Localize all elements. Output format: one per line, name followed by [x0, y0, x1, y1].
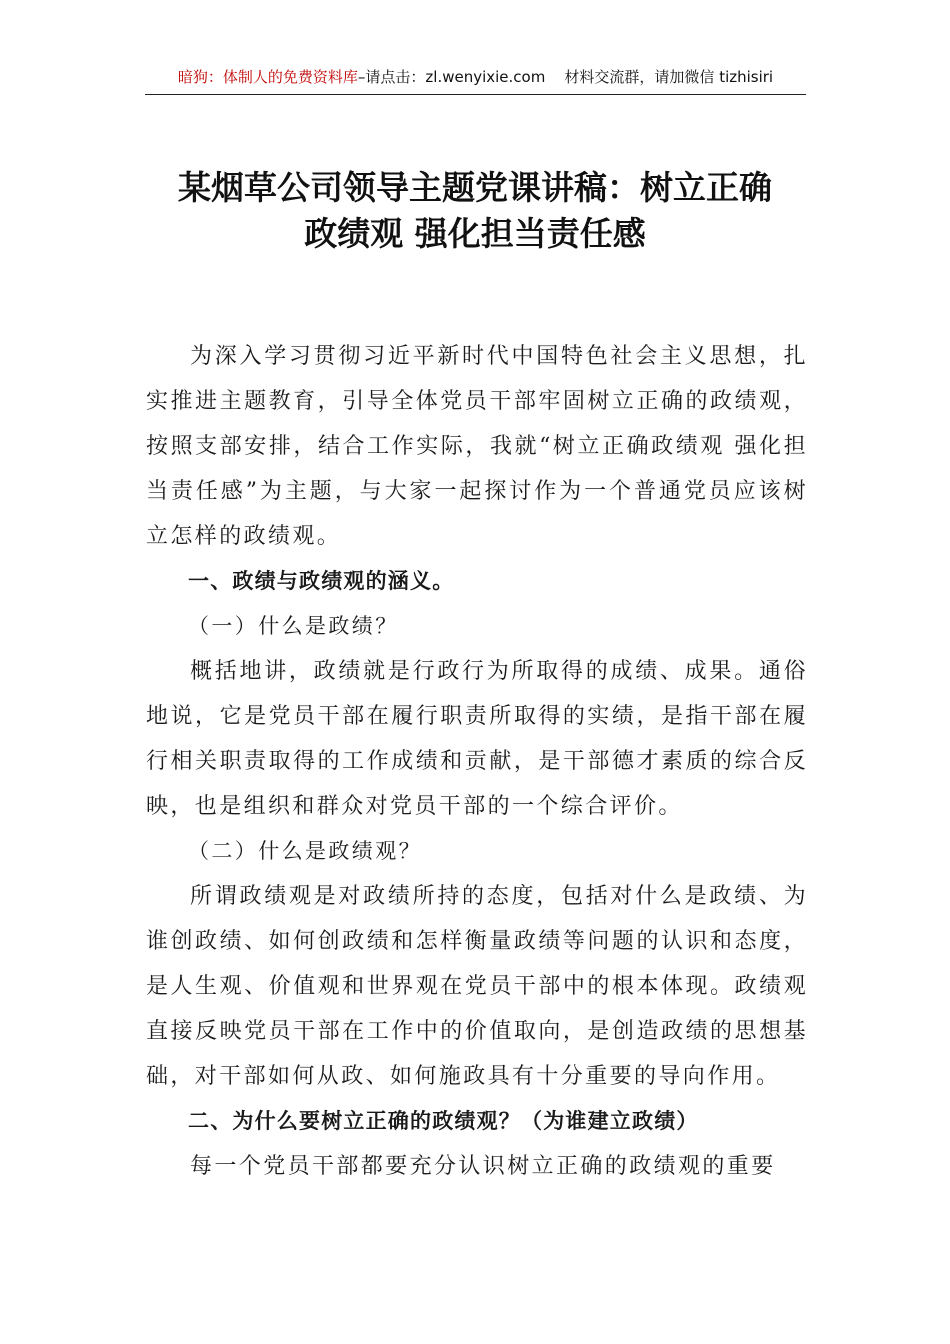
subsection-heading-2: （二）什么是政绩观？	[188, 839, 422, 863]
body-paragraph: 所谓政绩观是对政绩所持的态度，包括对什么是政绩、为谁创政绩、如何创政绩和怎样衡量政绩等问题的认识和态度，是人生观、价值观和世界观在党员干部中的根本体现。政绩观直接反映党员干部在工作中的价值取向，是创造政绩的思想基础，对干部如何从政、如何施政具有十分重要的导向作用。	[146, 884, 808, 1089]
header-contact-text: 材料交流群，请加微信 tizhisiri	[564, 68, 774, 86]
subsection-heading-1: （一）什么是政绩？	[188, 614, 399, 638]
body-paragraph: 概括地讲，政绩就是行政行为所取得的成绩、成果。通俗地说，它是党员干部在履行职责所取得的实绩，是指干部在履行相关职责取得的工作成绩和贡献，是干部德才素质的综合反映，也是组织和群众对党员干部的一个综合评价。	[146, 659, 808, 819]
intro-paragraph: 为深入学习贯彻习近平新时代中国特色社会主义思想，扎实推进主题教育，引导全体党员干部牢固树立正确的政绩观，按照支部安排，结合工作实际，我就“树立正确政绩观 强化担当责任感”为主题，与大家一起探讨作为一个普通党员应该树立怎样的政绩观。	[146, 344, 808, 549]
section-heading-2: 二、为什么要树立正确的政绩观？（为谁建立政绩）	[188, 1109, 699, 1133]
section-heading-1: 一、政绩与政绩观的涵义。	[188, 569, 455, 593]
document-title-line-2: 政绩观 强化担当责任感	[304, 214, 646, 253]
page-header	[145, 60, 806, 95]
header-link[interactable]: –请点击：zl.wenyixie.com	[357, 68, 546, 86]
header-promo-text: 暗狗：体制人的免费资料库	[177, 68, 358, 86]
body-paragraph: 每一个党员干部都要充分认识树立正确的政绩观的重要	[190, 1154, 776, 1179]
document-body	[146, 334, 808, 1189]
document-title-line-1: 某烟草公司领导主题党课讲稿：树立正确	[178, 168, 772, 207]
